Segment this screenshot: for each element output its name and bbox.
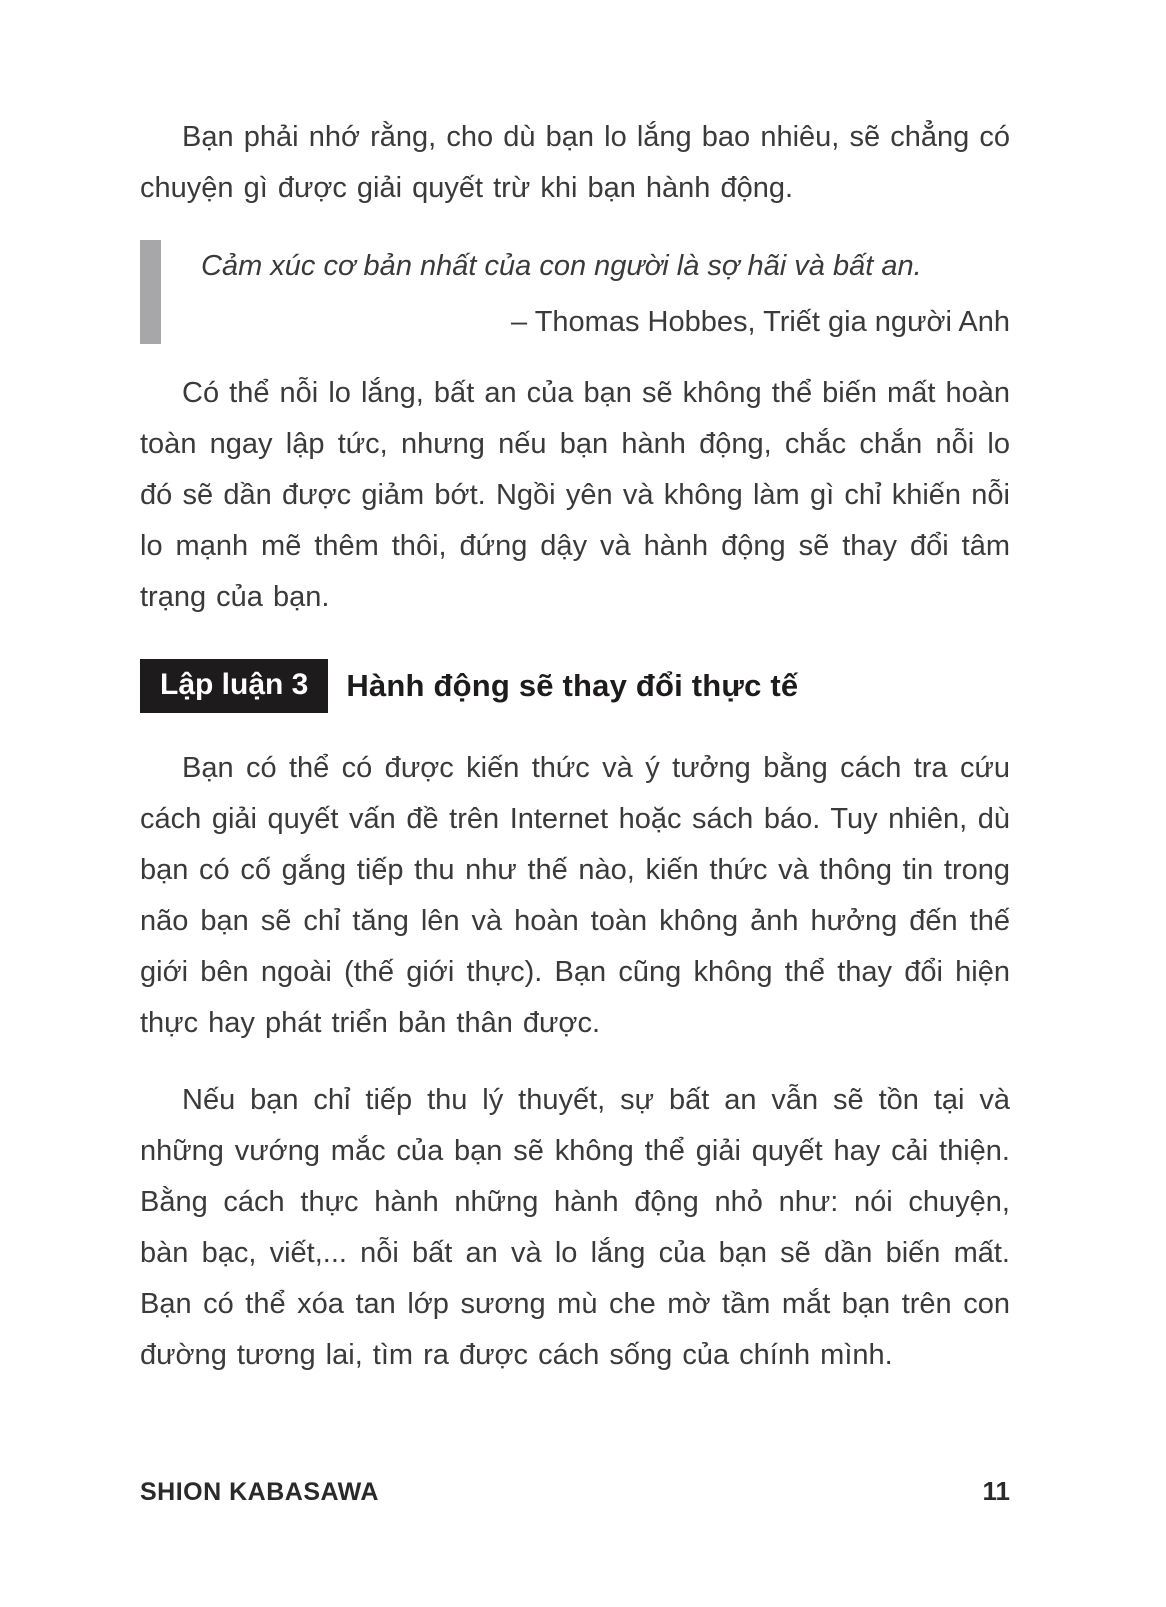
section-badge: Lập luận 3 [140,659,328,713]
body-paragraph-1: Bạn phải nhớ rằng, cho dù bạn lo lắng bao nhiêu, sẽ chẳng có chuyện gì được giải quyết trừ khi bạn hành động. [140,121,1010,204]
page-content [140,112,1010,1407]
page-footer [140,1476,1010,1507]
section-title: Hành động sẽ thay đổi thực tế [346,668,799,703]
quote-text: Cảm xúc cơ bản nhất của con người là sợ hãi và bất an. [201,250,922,282]
body-paragraph-3: Bạn có thể có được kiến thức và ý tưởng bằng cách tra cứu cách giải quyết vấn đề trên Internet hoặc sách báo. Tuy nhiên, dù bạn có cố gắng tiếp thu như thế nào, kiến thức và thông tin trong não bạn sẽ chỉ tăng lên và hoàn toàn không ảnh hưởng đến thế giới bên ngoài (thế giới thực). Bạn cũng không thể thay đổi hiện thực hay phát triển bản thân được. [140,752,1010,1039]
footer-author: SHION KABASAWA [140,1478,379,1506]
blockquote [140,240,1010,344]
body-paragraph-4: Nếu bạn chỉ tiếp thu lý thuyết, sự bất an vẫn sẽ tồn tại và những vướng mắc của bạn sẽ không thể giải quyết hay cải thiện. Bằng cách thực hành những hành động nhỏ như: nói chuyện, bàn bạc, viết,... nỗi bất an và lo lắng của bạn sẽ dần biến mất. Bạn có thể xóa tan lớp sương mù che mờ tầm mắt bạn trên con đường tương lai, tìm ra được cách sống của chính mình. [140,1084,1010,1371]
quote-body [201,240,1010,344]
quote-bar [140,240,161,344]
body-paragraph-2: Có thể nỗi lo lắng, bất an của bạn sẽ không thể biến mất hoàn toàn ngay lập tức, nhưng nếu bạn hành động, chắc chắn nỗi lo đó sẽ dần được giảm bớt. Ngồi yên và không làm gì chỉ khiến nỗi lo mạnh mẽ thêm thôi, đứng dậy và hành động sẽ thay đổi tâm trạng của bạn. [140,377,1010,613]
section-heading [140,659,1010,713]
quote-attribution: – Thomas Hobbes, Triết gia người Anh [511,306,1010,338]
footer-page-number: 11 [982,1476,1010,1506]
